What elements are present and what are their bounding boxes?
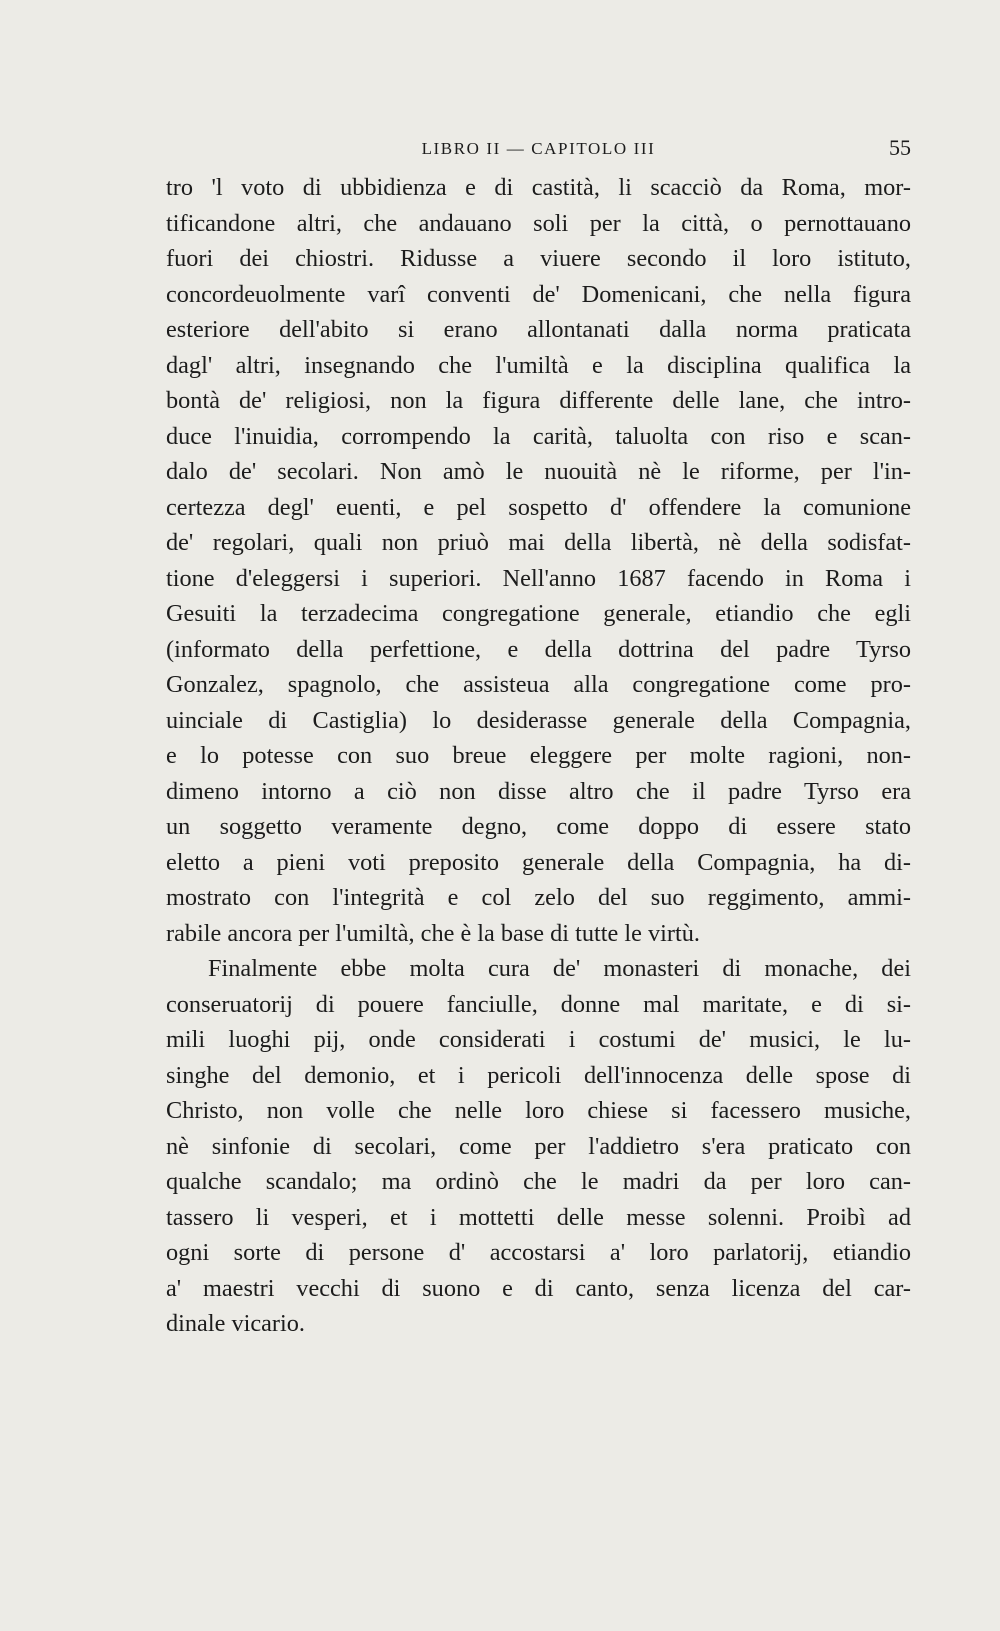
text-line: duce l'inuidia, corrompendo la carità, taluolta con riso e scan- [166, 422, 911, 450]
text-line: tassero li vesperi, et i mottetti delle messe solenni. Proibì ad [166, 1203, 911, 1231]
text-line: nè sinfonie di secolari, come per l'addietro s'era praticato con [166, 1132, 911, 1160]
text-line: certezza degl' euenti, e pel sospetto d' offendere la comunione [166, 493, 911, 521]
text-line: ogni sorte di persone d' accostarsi a' loro parlatorij, etiandio [166, 1239, 911, 1266]
text-line: dinale vicario. [166, 1310, 305, 1337]
text-line: mili luoghi pij, onde considerati i costumi de' musici, le lu- [166, 1026, 911, 1053]
running-head [166, 137, 911, 167]
text-line: tione d'eleggersi i superiori. Nell'anno 1687 facendo in Roma i [166, 564, 911, 592]
text-line: rabile ancora per l'umiltà, che è la base di tutte le virtù. [166, 919, 700, 947]
text-line: mostrato con l'integrità e col zelo del suo reggimento, ammi- [166, 884, 911, 911]
text-line: conseruatorij di pouere fanciulle, donne mal maritate, e di si- [166, 990, 911, 1018]
body-text [166, 170, 911, 1342]
text-line: qualche scandalo; ma ordinò che le madri da per loro can- [166, 1168, 911, 1195]
text-line: un soggetto veramente degno, come doppo di essere stato [166, 813, 911, 840]
running-title: LIBRO II — CAPITOLO III [421, 139, 656, 158]
text-line: dalo de' secolari. Non amò le nuouità nè le riforme, per l'in- [166, 458, 911, 485]
text-line: de' regolari, quali non priuò mai della libertà, nè della sodisfat- [166, 529, 911, 556]
page-number: 55 [889, 135, 911, 160]
text-line: dimeno intorno a ciò non disse altro che il padre Tyrso era [166, 777, 911, 805]
text-line: dagl' altri, insegnando che l'umiltà e la disciplina qualifica la [166, 351, 911, 379]
text-line: Gonzalez, spagnolo, che assisteua alla congregatione come pro- [166, 671, 911, 698]
text-line: uinciale di Castiglia) lo desiderasse generale della Compagnia, [166, 706, 911, 734]
text-line: bontà de' religiosi, non la figura differente delle lane, che intro- [166, 387, 911, 414]
paragraph [166, 951, 911, 1342]
text-line: tificandone altri, che andauano soli per la città, o pernottauano [166, 209, 911, 237]
text-line: Gesuiti la terzadecima congregatione generale, etiandio che egli [166, 600, 911, 627]
text-line: (informato della perfettione, e della dottrina del padre Tyrso [166, 635, 911, 663]
paragraph [166, 170, 911, 951]
text-line: e lo potesse con suo breue eleggere per molte ragioni, non- [166, 742, 911, 769]
text-line: concordeuolmente varî conventi de' Domenicani, che nella figura [166, 280, 911, 308]
text-line: esteriore dell'abito si erano allontanati dalla norma praticata [166, 316, 911, 343]
text-line: tro 'l voto di ubbidienza e di castità, li scacciò da Roma, mor- [166, 174, 911, 201]
text-line: Christo, non volle che nelle loro chiese si facessero musiche, [166, 1097, 911, 1124]
text-line: eletto a pieni voti preposito generale della Compagnia, ha di- [166, 848, 911, 876]
text-line: singhe del demonio, et i pericoli dell'innocenza delle spose di [166, 1061, 911, 1089]
text-line: a' maestri vecchi di suono e di canto, senza licenza del car- [166, 1274, 911, 1302]
text-line: Finalmente ebbe molta cura de' monasteri di monache, dei [208, 955, 911, 982]
text-line: fuori dei chiostri. Ridusse a viuere secondo il loro istituto, [166, 245, 911, 272]
